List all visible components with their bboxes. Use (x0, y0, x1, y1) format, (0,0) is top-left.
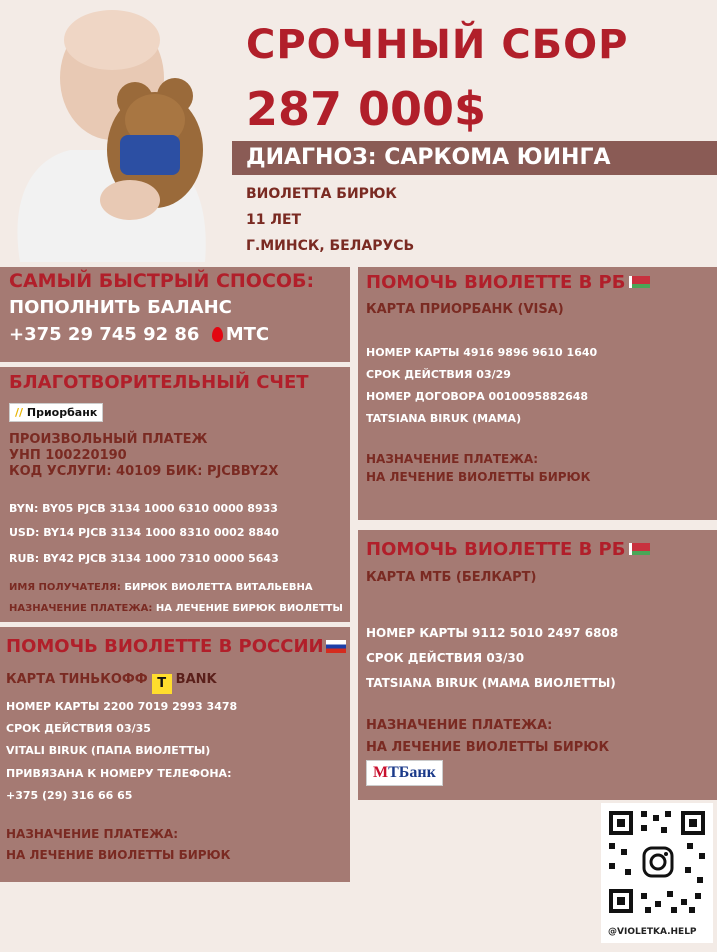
diagnosis-text: ДИАГНОЗ: САРКОМА ЮИНГА (246, 145, 611, 170)
patient-name: ВИОЛЕТТА БИРЮК (246, 186, 397, 202)
russia-card-number[interactable]: НОМЕР КАРТЫ 2200 7019 2993 3478 (6, 700, 238, 713)
child-photo (0, 0, 218, 262)
rb2-card-number[interactable]: НОМЕР КАРТЫ 9112 5010 2497 6808 (366, 626, 619, 640)
mts-logo: МТС (212, 324, 269, 345)
tbank-logo-icon: Т (152, 674, 172, 694)
rb1-card-label: КАРТА ПРИОРБАНК (VISA) (366, 302, 564, 317)
russia-expiry: СРОК ДЕЙСТВИЯ 03/35 (6, 722, 151, 735)
mts-egg-icon (212, 327, 223, 342)
charity-purpose-label: НАЗНАЧЕНИЕ ПЛАТЕЖА: (9, 603, 153, 614)
rb2-title-row (366, 539, 650, 560)
rb2-card-label: КАРТА МТБ (БЕЛКАРТ) (366, 570, 537, 585)
charity-title: БЛАГОТВОРИТЕЛЬНЫЙ СЧЕТ (9, 372, 309, 393)
account-byn[interactable]: BYN: BY05 PJCB 3134 1000 6310 0000 8933 (9, 502, 278, 515)
charity-line-3: КОД УСЛУГИ: 40109 БИК: PJCBBY2X (9, 464, 279, 479)
charity-line-2: УНП 100220190 (9, 448, 127, 463)
russia-holder: VITALI BIRUK (ПАПА ВИОЛЕТТЫ) (6, 744, 211, 757)
patient-age: 11 ЛЕТ (246, 212, 302, 228)
qr-caption: @VIOLETKA.HELP (608, 927, 697, 937)
tbank-word: BANK (175, 672, 217, 687)
charity-purpose-value: НА ЛЕЧЕНИЕ БИРЮК ВИОЛЕТТЫ (155, 603, 343, 614)
qr-pattern (601, 803, 713, 925)
instagram-qr-code[interactable] (601, 803, 713, 943)
russia-purpose: НА ЛЕЧЕНИЕ ВИОЛЕТТЫ БИРЮК (6, 848, 231, 862)
fast-phone-row (9, 324, 269, 345)
rb1-purpose-label: НАЗНАЧЕНИЕ ПЛАТЕЖА: (366, 452, 538, 466)
belarus-flag-icon (629, 276, 650, 288)
mtbank-logo: MTБанк (366, 760, 443, 786)
rb2-purpose-label: НАЗНАЧЕНИЕ ПЛАТЕЖА: (366, 718, 553, 733)
patient-city: Г.МИНСК, БЕЛАРУСЬ (246, 238, 415, 254)
priorbank-logo: // Приорбанк (9, 403, 103, 422)
belarus-flag-icon (629, 543, 650, 555)
russia-title-row (6, 636, 346, 657)
rb1-holder: TATSIANA BIRUK (МАМА) (366, 412, 522, 425)
russia-flag-icon (326, 640, 346, 653)
rb1-card-number[interactable]: НОМЕР КАРТЫ 4916 9896 9610 1640 (366, 346, 598, 359)
rb2-title: ПОМОЧЬ ВИОЛЕТТЕ В РБ (366, 539, 626, 560)
rb1-title-row (366, 272, 650, 293)
account-usd[interactable]: USD: BY14 PJCB 3134 1000 8310 0002 8840 (9, 526, 279, 539)
rb1-title: ПОМОЧЬ ВИОЛЕТТЕ В РБ (366, 272, 626, 293)
fast-title: САМЫЙ БЫСТРЫЙ СПОСОБ: (9, 270, 315, 292)
rb2-purpose: НА ЛЕЧЕНИЕ ВИОЛЕТТЫ БИРЮК (366, 740, 610, 755)
recipient-value: БИРЮК ВИОЛЕТТА ВИТАЛЬЕВНА (124, 582, 313, 593)
tinkoff-card-label: КАРТА ТИНЬКОФФ (6, 672, 148, 687)
russia-phone-label: ПРИВЯЗАНА К НОМЕРУ ТЕЛЕФОНА: (6, 767, 232, 780)
fast-subtitle: ПОПОЛНИТЬ БАЛАНС (9, 297, 232, 318)
charity-purpose-row (9, 603, 343, 614)
russia-phone[interactable]: +375 (29) 316 66 65 (6, 789, 133, 802)
fast-phone[interactable]: +375 29 745 92 86 (9, 324, 200, 345)
recipient-row (9, 582, 313, 593)
rb2-holder: TATSIANA BIRUK (МАМА ВИОЛЕТТЫ) (366, 676, 616, 690)
title-urgent-collection: СРОЧНЫЙ СБОР (246, 22, 629, 68)
tinkoff-card-row (6, 672, 217, 694)
russia-purpose-label: НАЗНАЧЕНИЕ ПЛАТЕЖА: (6, 827, 178, 841)
rb2-expiry: СРОК ДЕЙСТВИЯ 03/30 (366, 651, 525, 665)
charity-line-1: ПРОИЗВОЛЬНЫЙ ПЛАТЕЖ (9, 432, 208, 447)
rb1-contract: НОМЕР ДОГОВОРА 0010095882648 (366, 390, 589, 403)
rb1-expiry: СРОК ДЕЙСТВИЯ 03/29 (366, 368, 511, 381)
account-rub[interactable]: RUB: BY42 PJCB 3134 1000 7310 0000 5643 (9, 552, 279, 565)
title-amount: 287 000$ (246, 82, 487, 136)
rb1-purpose: НА ЛЕЧЕНИЕ ВИОЛЕТТЫ БИРЮК (366, 470, 591, 484)
recipient-label: ИМЯ ПОЛУЧАТЕЛЯ: (9, 582, 121, 593)
russia-title: ПОМОЧЬ ВИОЛЕТТЕ В РОССИИ (6, 636, 324, 657)
